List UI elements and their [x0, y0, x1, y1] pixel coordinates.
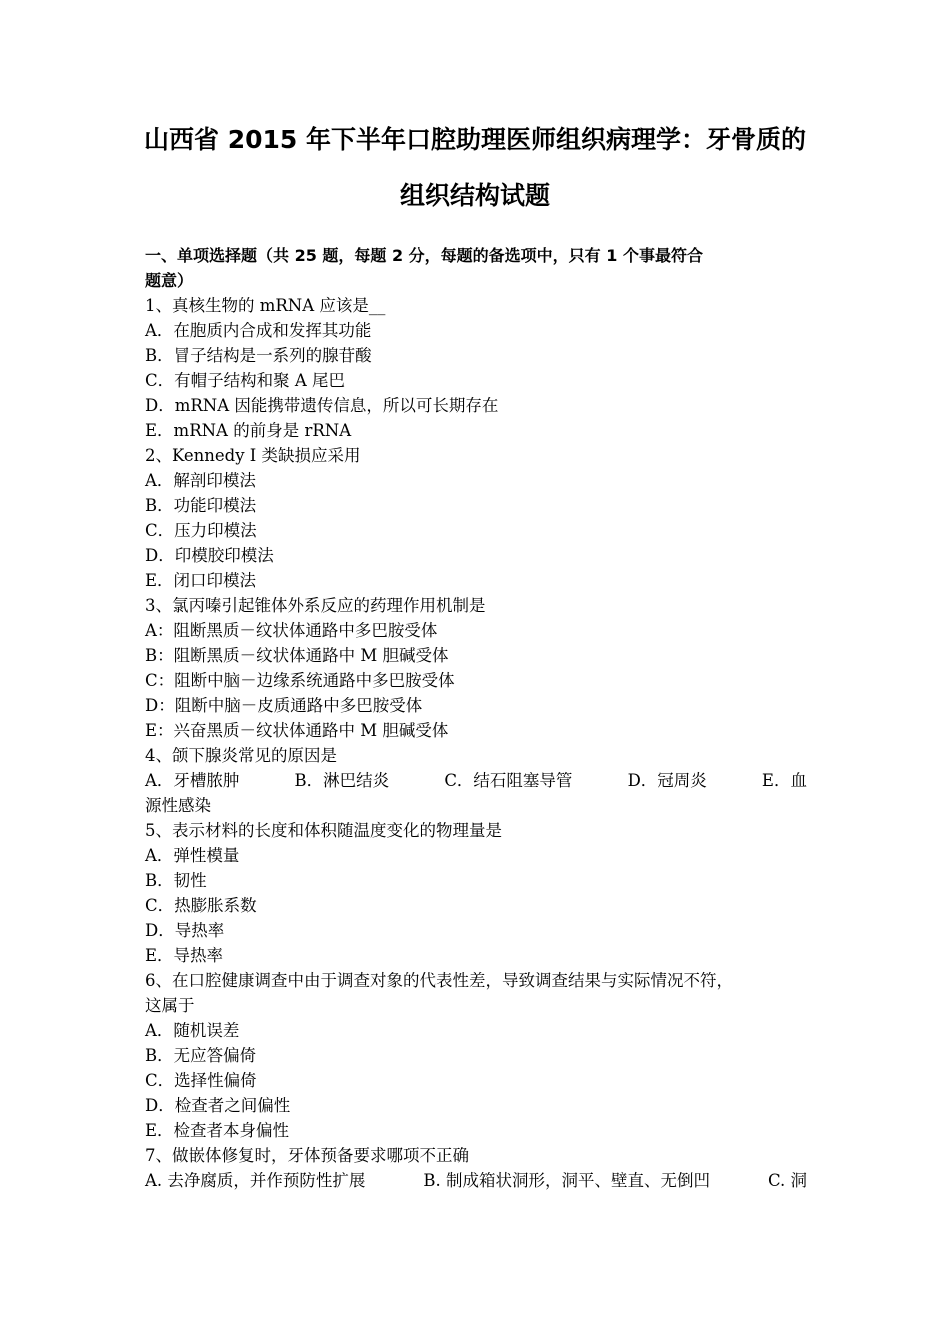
option: A．在胞质内合成和发挥其功能 — [145, 321, 372, 340]
question-stem: 4、颌下腺炎常见的原因是 — [145, 746, 337, 765]
option: A：阻断黑质－纹状体通路中多巴胺受体 — [145, 621, 438, 640]
option: E．导热率 — [145, 946, 224, 965]
question-stem: 7、做嵌体修复时，牙体预备要求哪项不正确 — [145, 1146, 469, 1165]
question-stem: 2、Kennedy I 类缺损应采用 — [145, 446, 361, 465]
option: A. 去净腐质，并作预防性扩展 — [145, 1171, 366, 1190]
option: D：阻断中脑－皮质通路中多巴胺受体 — [145, 696, 423, 715]
option-continuation: 源性感染 — [145, 796, 211, 815]
section-heading — [145, 243, 807, 293]
question-1 — [145, 293, 807, 443]
section-heading-line-1: 一、单项选择题（共 25 题，每题 2 分，每题的备选项中，只有 1 个事最符合 — [145, 246, 703, 265]
option: A．牙槽脓肿 — [145, 771, 240, 790]
option-row — [145, 768, 807, 793]
option: A．弹性模量 — [145, 846, 240, 865]
question-stem: 3、氯丙嗪引起锥体外系反应的药理作用机制是 — [145, 596, 486, 615]
option: B．无应答偏倚 — [145, 1046, 257, 1065]
question-stem: 5、表示材料的长度和体积随温度变化的物理量是 — [145, 821, 502, 840]
option: B. 制成箱状洞形，洞平、壁直、无倒凹 — [423, 1171, 710, 1190]
document-title — [120, 112, 830, 224]
question-2 — [145, 443, 807, 593]
option: B．功能印模法 — [145, 496, 257, 515]
option: D．冠周炎 — [627, 771, 707, 790]
option: C. 洞 — [767, 1171, 807, 1190]
option: C．热膨胀系数 — [145, 896, 257, 915]
question-stem: 1、真核生物的 mRNA 应该是__ — [145, 296, 386, 315]
option: E．血 — [761, 771, 807, 790]
document-body — [145, 243, 807, 1193]
question-3 — [145, 593, 807, 743]
option: B．韧性 — [145, 871, 207, 890]
question-7 — [145, 1143, 807, 1193]
option: A．解剖印模法 — [145, 471, 256, 490]
option: E：兴奋黑质－纹状体通路中 M 胆碱受体 — [145, 721, 449, 740]
option: D．印模胶印模法 — [145, 546, 274, 565]
question-stem-line-2: 这属于 — [145, 996, 195, 1015]
option: D．导热率 — [145, 921, 225, 940]
question-stem — [145, 968, 807, 993]
option: C：阻断中脑－边缘系统通路中多巴胺受体 — [145, 671, 455, 690]
question-5 — [145, 818, 807, 968]
title-line-1: 山西省 2015 年下半年口腔助理医师组织病理学：牙骨质的 — [144, 125, 806, 154]
title-line-2: 组织结构试题 — [399, 181, 550, 210]
option: C．选择性偏倚 — [145, 1071, 257, 1090]
option: E．mRNA 的前身是 rRNA — [145, 421, 352, 440]
option: D．mRNA 因能携带遗传信息，所以可长期存在 — [145, 396, 499, 415]
question-4 — [145, 743, 807, 818]
option: B：阻断黑质－纹状体通路中 M 胆碱受体 — [145, 646, 449, 665]
option: C．有帽子结构和聚 A 尾巴 — [145, 371, 346, 390]
option-row — [145, 1168, 807, 1193]
option: B．淋巴结炎 — [294, 771, 390, 790]
option: E．检查者本身偏性 — [145, 1121, 290, 1140]
question-stem-line-1: 6、在口腔健康调查中由于调查对象的代表性差，导致调查结果与实际情况不符， — [145, 971, 733, 990]
option: C．结石阻塞导管 — [444, 771, 573, 790]
option: E．闭口印模法 — [145, 571, 257, 590]
option: D．检查者之间偏性 — [145, 1096, 291, 1115]
option: B．冒子结构是一系列的腺苷酸 — [145, 346, 372, 365]
question-6 — [145, 968, 807, 1143]
section-heading-line-2: 题意） — [145, 271, 194, 290]
option: A．随机误差 — [145, 1021, 240, 1040]
option: C．压力印模法 — [145, 521, 257, 540]
